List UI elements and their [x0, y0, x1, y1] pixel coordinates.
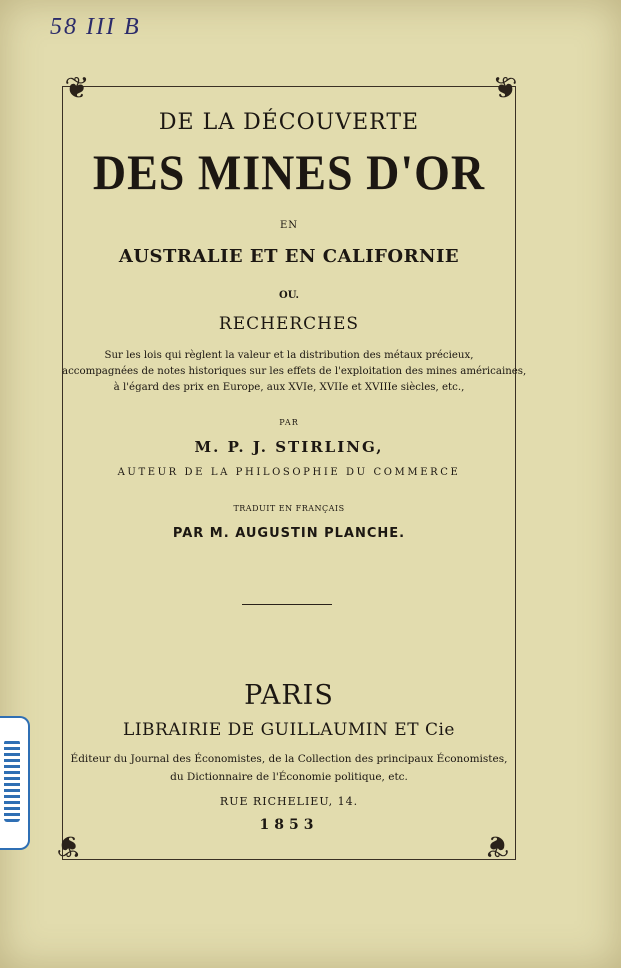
translation-label: TRADUIT EN FRANÇAIS — [233, 504, 345, 513]
imprint-description-1: Éditeur du Journal des Économistes, de la Collection des principaux Économistes, — [70, 753, 508, 765]
imprint-city: PARIS — [244, 680, 334, 711]
library-sticker-icon — [0, 716, 30, 850]
imprint-year: 1853 — [259, 817, 319, 833]
corner-ornament-icon: ❦ — [484, 828, 510, 863]
imprint-address: RUE RICHELIEU, 14. — [219, 795, 359, 808]
main-title: DES MINES D'OR — [92, 144, 486, 201]
corner-ornament-icon: ❦ — [64, 71, 90, 106]
title-connector-ou: OU. — [279, 290, 299, 301]
subtitle-line-3: à l'égard des prix en Europe, aux XVIe, XVIIe et XVIIIe siècles, etc., — [113, 382, 465, 393]
title-line-1: DE LA DÉCOUVERTE — [158, 110, 420, 135]
subtitle-line-2: accompagnées de notes historiques sur les effets de l'exploitation des mines américaines, — [62, 366, 527, 377]
corner-ornament-icon: ❦ — [56, 828, 82, 863]
title-connector-en: EN — [279, 220, 299, 231]
subtitle-line-1: Sur les lois qui règlent la valeur et la distribution des métaux précieux, — [104, 350, 474, 361]
author-name: M. P. J. STIRLING, — [194, 438, 384, 456]
author-credit: AUTEUR DE LA PHILOSOPHIE DU COMMERCE — [117, 467, 461, 478]
imprint-description-2: du Dictionnaire de l'Économie politique, etc. — [170, 771, 408, 783]
corner-ornament-icon: ❦ — [492, 71, 518, 106]
sticker-barcode — [4, 740, 20, 822]
author-by: PAR — [279, 418, 299, 427]
divider-rule — [242, 604, 332, 605]
handwritten-shelfmark: 58 III B — [50, 14, 141, 40]
title-line-australia: AUSTRALIE ET EN CALIFORNIE — [118, 246, 460, 267]
translator-name: PAR M. AUGUSTIN PLANCHE. — [172, 526, 406, 541]
title-recherches: RECHERCHES — [218, 314, 360, 334]
imprint-publisher: LIBRAIRIE DE GUILLAUMIN ET Cie — [123, 720, 455, 740]
